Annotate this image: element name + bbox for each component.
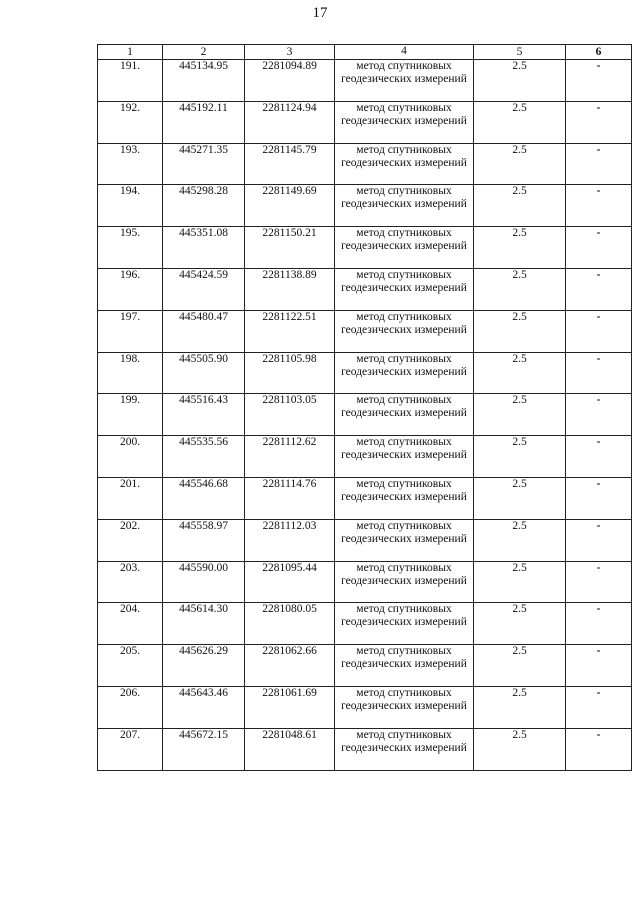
table-row bbox=[98, 352, 632, 394]
accuracy-cell: 2.5 bbox=[474, 60, 566, 102]
note-cell: - bbox=[566, 352, 632, 394]
method-cell: метод спутниковых геодезических измерений bbox=[335, 519, 474, 561]
method-cell: метод спутниковых геодезических измерений bbox=[335, 394, 474, 436]
x-coordinate-cell: 445546.68 bbox=[163, 477, 245, 519]
header-col-1: 1 bbox=[98, 45, 163, 60]
x-coordinate-cell: 445558.97 bbox=[163, 519, 245, 561]
note-cell: - bbox=[566, 394, 632, 436]
table-row bbox=[98, 603, 632, 645]
x-coordinate-cell: 445134.95 bbox=[163, 60, 245, 102]
note-cell: - bbox=[566, 227, 632, 269]
accuracy-cell: 2.5 bbox=[474, 436, 566, 478]
y-coordinate-cell: 2281048.61 bbox=[245, 728, 335, 770]
x-coordinate-cell: 445480.47 bbox=[163, 310, 245, 352]
note-cell: - bbox=[566, 645, 632, 687]
accuracy-cell: 2.5 bbox=[474, 519, 566, 561]
accuracy-cell: 2.5 bbox=[474, 686, 566, 728]
header-col-2: 2 bbox=[163, 45, 245, 60]
y-coordinate-cell: 2281094.89 bbox=[245, 60, 335, 102]
accuracy-cell: 2.5 bbox=[474, 603, 566, 645]
table-row bbox=[98, 268, 632, 310]
accuracy-cell: 2.5 bbox=[474, 185, 566, 227]
table-row bbox=[98, 728, 632, 770]
note-cell: - bbox=[566, 436, 632, 478]
x-coordinate-cell: 445351.08 bbox=[163, 227, 245, 269]
point-number-cell: 193. bbox=[98, 143, 163, 185]
accuracy-cell: 2.5 bbox=[474, 728, 566, 770]
y-coordinate-cell: 2281105.98 bbox=[245, 352, 335, 394]
point-number-cell: 201. bbox=[98, 477, 163, 519]
method-cell: метод спутниковых геодезических измерений bbox=[335, 268, 474, 310]
header-col-5: 5 bbox=[474, 45, 566, 60]
accuracy-cell: 2.5 bbox=[474, 227, 566, 269]
method-cell: метод спутниковых геодезических измерений bbox=[335, 143, 474, 185]
accuracy-cell: 2.5 bbox=[474, 310, 566, 352]
table-body bbox=[98, 60, 632, 771]
y-coordinate-cell: 2281122.51 bbox=[245, 310, 335, 352]
note-cell: - bbox=[566, 268, 632, 310]
method-cell: метод спутниковых геодезических измерений bbox=[335, 645, 474, 687]
table-row bbox=[98, 394, 632, 436]
method-cell: метод спутниковых геодезических измерений bbox=[335, 686, 474, 728]
point-number-cell: 200. bbox=[98, 436, 163, 478]
x-coordinate-cell: 445535.56 bbox=[163, 436, 245, 478]
coordinates-table bbox=[97, 44, 632, 771]
page-number: 17 bbox=[312, 5, 328, 21]
method-cell: метод спутниковых геодезических измерений bbox=[335, 436, 474, 478]
table-row bbox=[98, 686, 632, 728]
note-cell: - bbox=[566, 603, 632, 645]
x-coordinate-cell: 445424.59 bbox=[163, 268, 245, 310]
point-number-cell: 207. bbox=[98, 728, 163, 770]
point-number-cell: 203. bbox=[98, 561, 163, 603]
accuracy-cell: 2.5 bbox=[474, 268, 566, 310]
method-cell: метод спутниковых геодезических измерений bbox=[335, 227, 474, 269]
y-coordinate-cell: 2281124.94 bbox=[245, 101, 335, 143]
table-row bbox=[98, 185, 632, 227]
accuracy-cell: 2.5 bbox=[474, 645, 566, 687]
x-coordinate-cell: 445271.35 bbox=[163, 143, 245, 185]
table-row bbox=[98, 60, 632, 102]
method-cell: метод спутниковых геодезических измерений bbox=[335, 60, 474, 102]
method-cell: метод спутниковых геодезических измерений bbox=[335, 603, 474, 645]
header-col-4: 4 bbox=[335, 45, 474, 60]
table-row bbox=[98, 143, 632, 185]
point-number-cell: 198. bbox=[98, 352, 163, 394]
method-cell: метод спутниковых геодезических измерений bbox=[335, 477, 474, 519]
note-cell: - bbox=[566, 519, 632, 561]
x-coordinate-cell: 445298.28 bbox=[163, 185, 245, 227]
method-cell: метод спутниковых геодезических измерений bbox=[335, 185, 474, 227]
accuracy-cell: 2.5 bbox=[474, 352, 566, 394]
table-header bbox=[98, 45, 632, 60]
x-coordinate-cell: 445505.90 bbox=[163, 352, 245, 394]
point-number-cell: 196. bbox=[98, 268, 163, 310]
y-coordinate-cell: 2281080.05 bbox=[245, 603, 335, 645]
table-row bbox=[98, 436, 632, 478]
accuracy-cell: 2.5 bbox=[474, 477, 566, 519]
note-cell: - bbox=[566, 185, 632, 227]
y-coordinate-cell: 2281114.76 bbox=[245, 477, 335, 519]
point-number-cell: 197. bbox=[98, 310, 163, 352]
table-row bbox=[98, 101, 632, 143]
note-cell: - bbox=[566, 143, 632, 185]
header-col-6: 6 bbox=[566, 45, 632, 60]
y-coordinate-cell: 2281149.69 bbox=[245, 185, 335, 227]
x-coordinate-cell: 445516.43 bbox=[163, 394, 245, 436]
method-cell: метод спутниковых геодезических измерений bbox=[335, 728, 474, 770]
accuracy-cell: 2.5 bbox=[474, 143, 566, 185]
point-number-cell: 191. bbox=[98, 60, 163, 102]
table-row bbox=[98, 519, 632, 561]
x-coordinate-cell: 445672.15 bbox=[163, 728, 245, 770]
y-coordinate-cell: 2281103.05 bbox=[245, 394, 335, 436]
point-number-cell: 194. bbox=[98, 185, 163, 227]
x-coordinate-cell: 445614.30 bbox=[163, 603, 245, 645]
point-number-cell: 195. bbox=[98, 227, 163, 269]
accuracy-cell: 2.5 bbox=[474, 394, 566, 436]
accuracy-cell: 2.5 bbox=[474, 101, 566, 143]
y-coordinate-cell: 2281112.03 bbox=[245, 519, 335, 561]
y-coordinate-cell: 2281062.66 bbox=[245, 645, 335, 687]
point-number-cell: 206. bbox=[98, 686, 163, 728]
note-cell: - bbox=[566, 728, 632, 770]
point-number-cell: 199. bbox=[98, 394, 163, 436]
table-row bbox=[98, 310, 632, 352]
header-row bbox=[98, 45, 632, 60]
point-number-cell: 202. bbox=[98, 519, 163, 561]
note-cell: - bbox=[566, 561, 632, 603]
x-coordinate-cell: 445590.00 bbox=[163, 561, 245, 603]
method-cell: метод спутниковых геодезических измерений bbox=[335, 352, 474, 394]
note-cell: - bbox=[566, 60, 632, 102]
method-cell: метод спутниковых геодезических измерений bbox=[335, 561, 474, 603]
accuracy-cell: 2.5 bbox=[474, 561, 566, 603]
point-number-cell: 204. bbox=[98, 603, 163, 645]
method-cell: метод спутниковых геодезических измерений bbox=[335, 101, 474, 143]
y-coordinate-cell: 2281145.79 bbox=[245, 143, 335, 185]
table-row bbox=[98, 561, 632, 603]
x-coordinate-cell: 445643.46 bbox=[163, 686, 245, 728]
note-cell: - bbox=[566, 310, 632, 352]
x-coordinate-cell: 445192.11 bbox=[163, 101, 245, 143]
table-row bbox=[98, 227, 632, 269]
note-cell: - bbox=[566, 686, 632, 728]
table-row bbox=[98, 477, 632, 519]
x-coordinate-cell: 445626.29 bbox=[163, 645, 245, 687]
y-coordinate-cell: 2281150.21 bbox=[245, 227, 335, 269]
table-row bbox=[98, 645, 632, 687]
note-cell: - bbox=[566, 477, 632, 519]
note-cell: - bbox=[566, 101, 632, 143]
y-coordinate-cell: 2281061.69 bbox=[245, 686, 335, 728]
point-number-cell: 205. bbox=[98, 645, 163, 687]
y-coordinate-cell: 2281138.89 bbox=[245, 268, 335, 310]
header-col-3: 3 bbox=[245, 45, 335, 60]
y-coordinate-cell: 2281095.44 bbox=[245, 561, 335, 603]
point-number-cell: 192. bbox=[98, 101, 163, 143]
method-cell: метод спутниковых геодезических измерений bbox=[335, 310, 474, 352]
y-coordinate-cell: 2281112.62 bbox=[245, 436, 335, 478]
